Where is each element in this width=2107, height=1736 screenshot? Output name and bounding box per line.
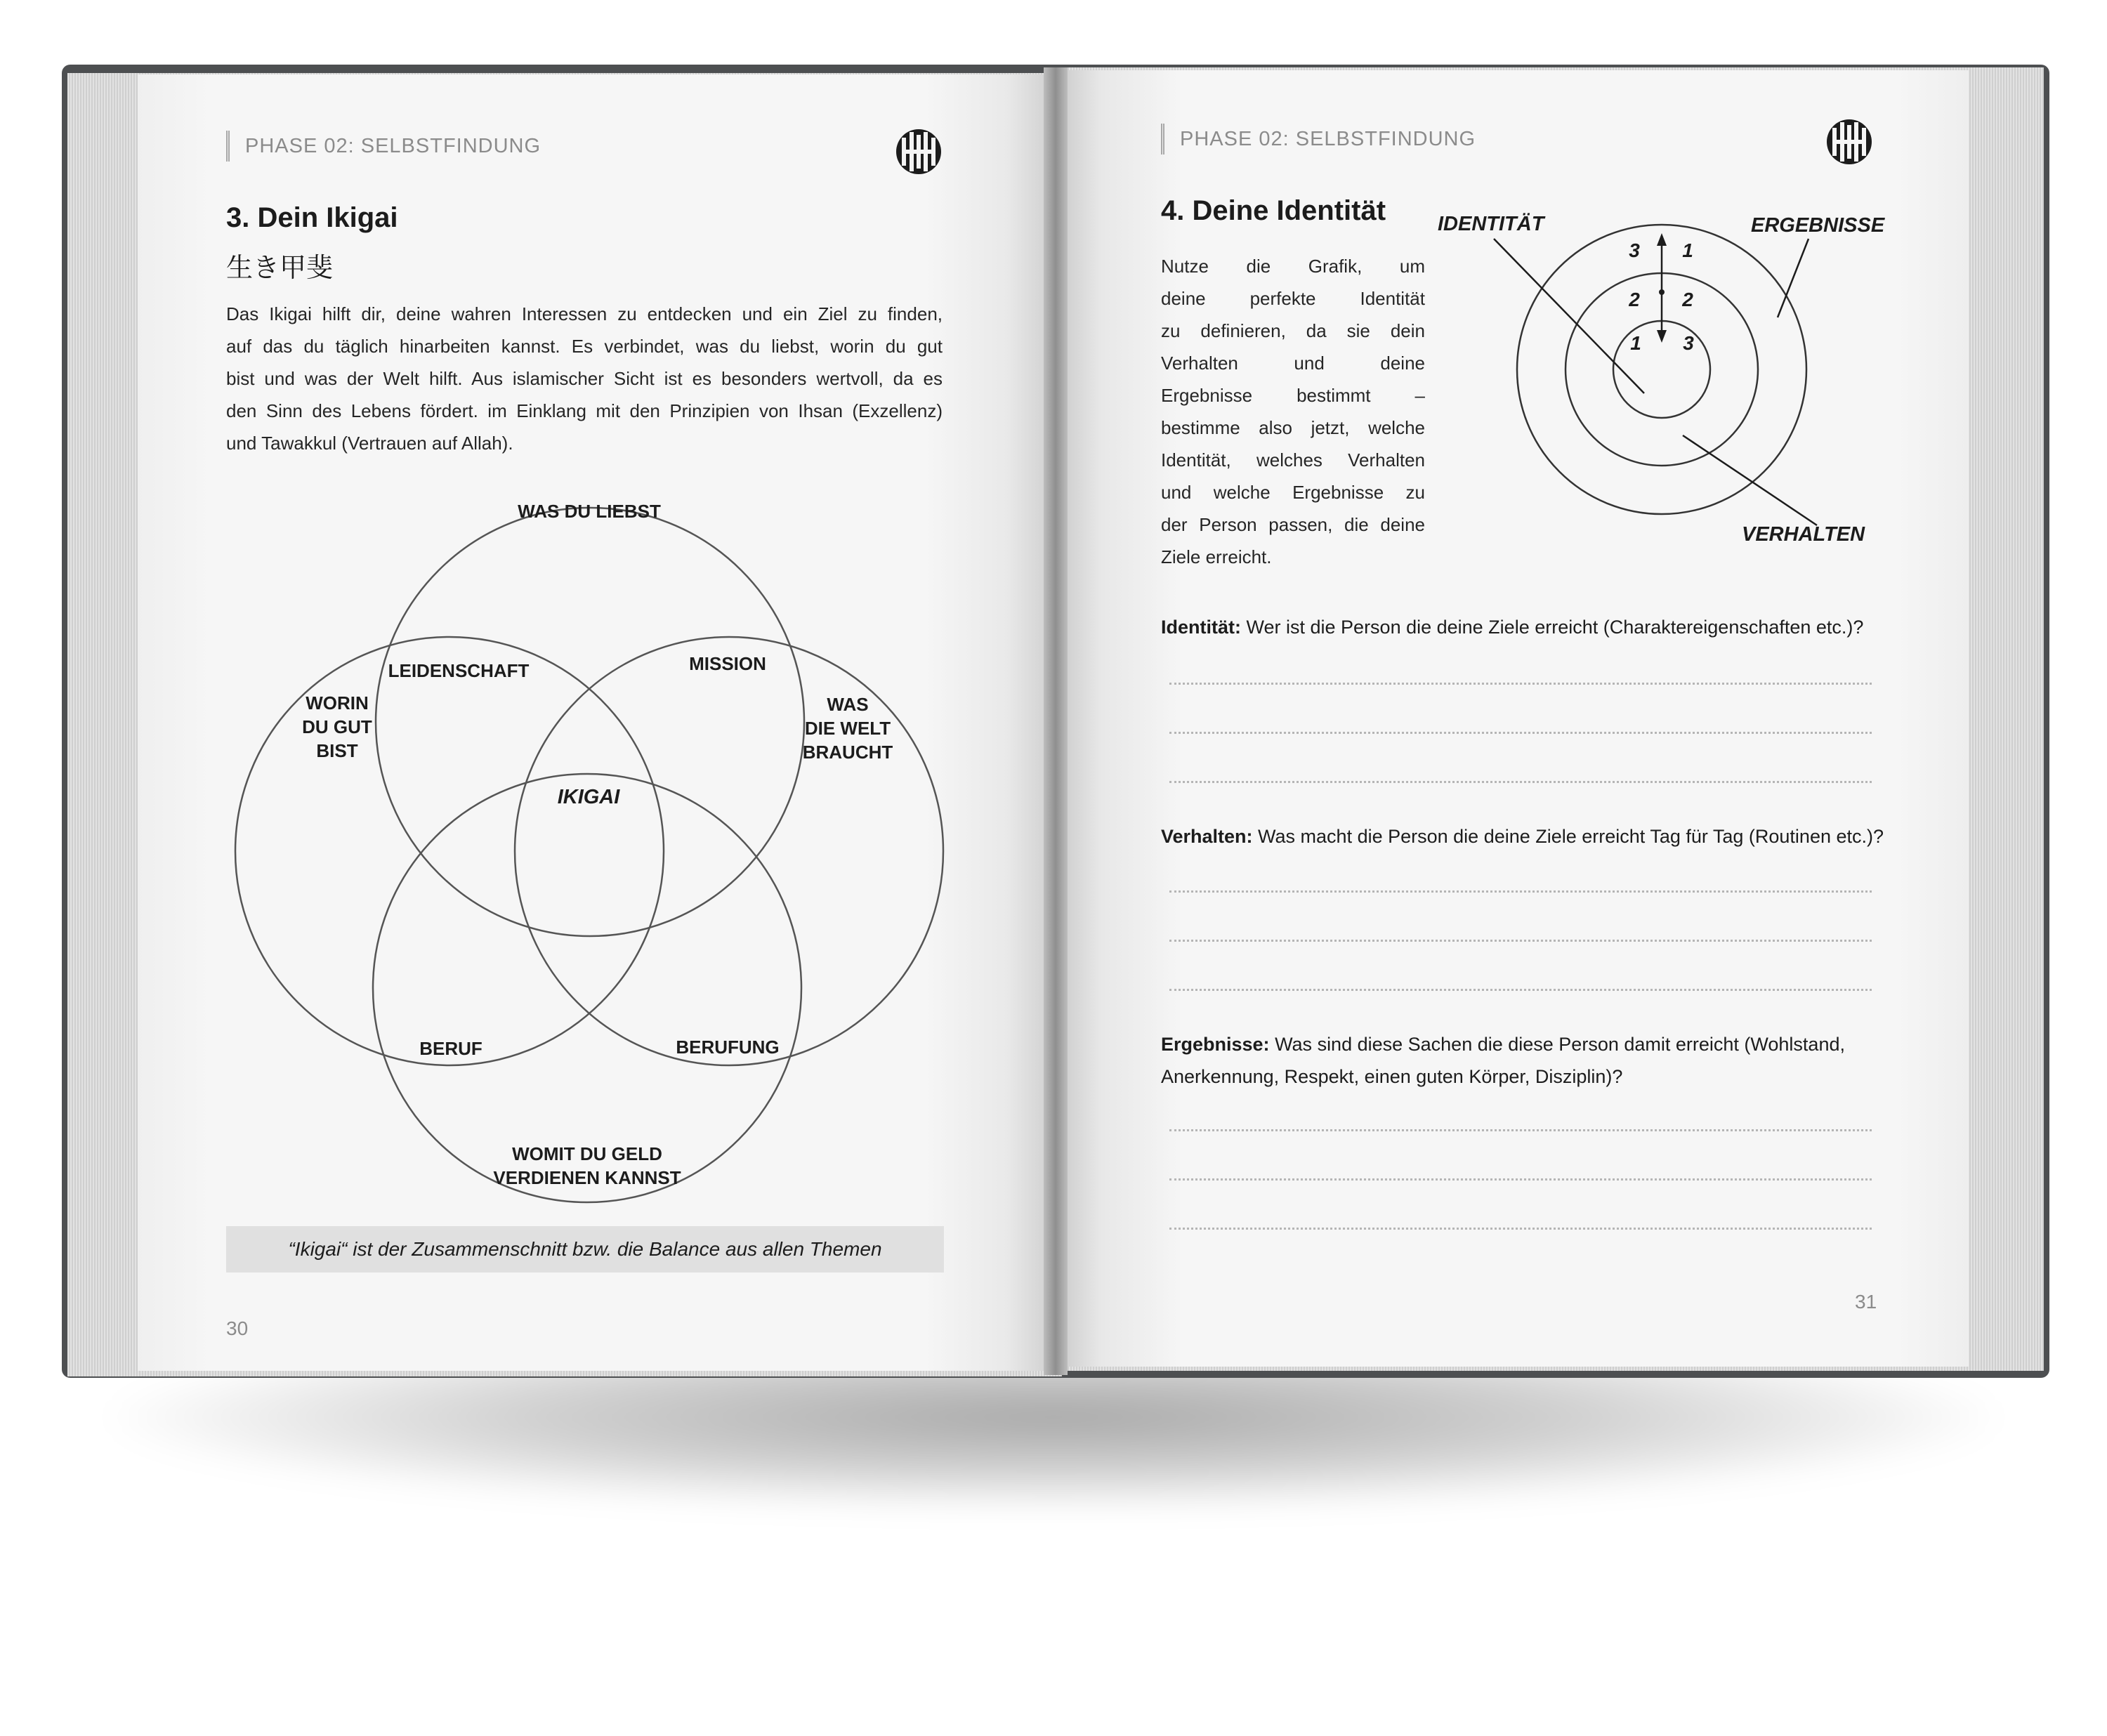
question-results xyxy=(1161,1028,1884,1093)
number-down-3: 3 xyxy=(1683,332,1694,354)
circle-world-needs xyxy=(515,637,943,1065)
up-arrow-icon xyxy=(1657,233,1667,246)
circle-paid xyxy=(373,774,801,1202)
ikigai-venn-diagram xyxy=(138,74,1053,1371)
number-down-2: 2 xyxy=(1682,289,1693,310)
question-behavior xyxy=(1161,820,1884,853)
right-page xyxy=(1056,70,1969,1367)
paragraph-line: und welche Ergebnisse zu xyxy=(1161,482,1425,503)
arrow-center-dot xyxy=(1659,289,1665,295)
label-results: ERGEBNISSE xyxy=(1751,214,1885,237)
question-label: Verhalten: xyxy=(1161,826,1253,847)
answer-line[interactable] xyxy=(1169,1178,1872,1181)
caption-box: “Ikigai“ ist der Zusammenschnitt bzw. die Balance aus allen Themen xyxy=(226,1226,944,1273)
circle-good-at xyxy=(235,637,664,1065)
answer-line[interactable] xyxy=(1169,1129,1872,1131)
page-number: 31 xyxy=(1855,1291,1877,1313)
paragraph-line: deine perfekte Identität xyxy=(1161,288,1425,309)
venn-label-world-needs-3: BRAUCHT xyxy=(802,742,893,763)
question-text: Wer ist die Person die deine Ziele erreicht (Charaktereigenschaften etc.)? xyxy=(1241,617,1864,638)
page-number: 30 xyxy=(226,1317,249,1339)
paragraph-line: bist und was der Welt hilft. Aus islamischer Sicht ist es besonders wertvoll, da es xyxy=(226,368,943,389)
question-label: Identität: xyxy=(1161,617,1241,638)
paragraph-line: Ziele erreicht. xyxy=(1161,546,1272,567)
paragraph-line: Verhalten und deine xyxy=(1161,353,1425,374)
behavior-pointer-line xyxy=(1683,435,1817,525)
venn-label-profession: BERUF xyxy=(419,1038,483,1059)
results-pointer-line xyxy=(1778,239,1809,317)
paragraph-line: Identität, welches Verhalten xyxy=(1161,449,1425,471)
paragraph-line: zu definieren, da sie dein xyxy=(1161,320,1425,341)
answer-line[interactable] xyxy=(1169,683,1872,685)
paragraph-line: Ergebnisse bestimmt – xyxy=(1161,385,1425,406)
venn-label-paid-2: VERDIENEN KANNST xyxy=(493,1167,681,1188)
book-shadow xyxy=(112,1355,1995,1510)
section-title: 4. Deine Identität xyxy=(1161,195,1386,226)
answer-line[interactable] xyxy=(1169,732,1872,734)
label-identity: IDENTITÄT xyxy=(1438,213,1544,235)
venn-label-passion: LEIDENSCHAFT xyxy=(388,660,530,681)
question-identity xyxy=(1161,611,1863,643)
answer-line[interactable] xyxy=(1169,989,1872,991)
circle-love xyxy=(376,508,804,936)
section-subtitle-kanji: 生き甲斐 xyxy=(226,252,334,283)
number-up-3: 3 xyxy=(1629,239,1640,261)
down-arrow-icon xyxy=(1657,330,1667,343)
number-down-1: 1 xyxy=(1682,239,1693,261)
paragraph-line: auf das du täglich hinarbeiten kannst. Es verbindet, was du liebst, worin du gut xyxy=(226,336,943,357)
venn-label-good-at-2: DU GUT xyxy=(302,716,372,737)
venn-label-mission: MISSION xyxy=(689,653,766,674)
answer-line[interactable] xyxy=(1169,940,1872,942)
question-text-line2: Anerkennung, Respekt, einen guten Körper, Disziplin)? xyxy=(1161,1066,1623,1087)
number-up-2: 2 xyxy=(1629,289,1640,310)
identity-circle-diagram xyxy=(1056,70,1969,702)
paragraph-line: bestimme also jetzt, welche xyxy=(1161,417,1425,438)
answer-line[interactable] xyxy=(1169,781,1872,783)
page-header: PHASE 02: SELBSTFINDUNG xyxy=(1161,124,1476,154)
venn-label-paid-1: WOMIT DU GELD xyxy=(512,1143,662,1164)
label-behavior: VERHALTEN xyxy=(1742,523,1865,546)
paragraph-line: und Tawakkul (Vertrauen auf Allah). xyxy=(226,433,513,454)
question-text: Was sind diese Sachen die diese Person damit erreicht (Wohlstand, xyxy=(1269,1034,1845,1055)
venn-label-love: WAS DU LIEBST xyxy=(518,501,661,522)
question-text: Was macht die Person die deine Ziele erreicht Tag für Tag (Routinen etc.)? xyxy=(1252,826,1884,847)
venn-label-world-needs-1: WAS xyxy=(827,694,869,715)
section-title: 3. Dein Ikigai xyxy=(226,202,398,233)
left-page xyxy=(138,74,1053,1371)
answer-line[interactable] xyxy=(1169,890,1872,893)
paragraph-line: Das Ikigai hilft dir, deine wahren Interessen zu entdecken und ein Ziel zu finden, xyxy=(226,303,943,324)
question-label: Ergebnisse: xyxy=(1161,1034,1270,1055)
venn-label-good-at-3: BIST xyxy=(316,740,358,761)
venn-label-ikigai: IKIGAI xyxy=(557,786,620,808)
number-up-1: 1 xyxy=(1630,332,1641,354)
book-gutter xyxy=(1044,67,1068,1375)
page-header: PHASE 02: SELBSTFINDUNG xyxy=(226,131,541,162)
venn-label-world-needs-2: DIE WELT xyxy=(804,718,891,739)
paragraph-line: Nutze die Grafik, um xyxy=(1161,256,1425,277)
paragraph-line: den Sinn des Lebens fördert. im Einklang mit den Prinzipien von Ihsan (Exzellenz) xyxy=(226,400,943,421)
answer-line[interactable] xyxy=(1169,1228,1872,1230)
paragraph-line: der Person passen, die deine xyxy=(1161,514,1425,535)
venn-label-good-at-1: WORIN xyxy=(306,692,369,714)
venn-label-vocation: BERUFUNG xyxy=(676,1037,780,1058)
